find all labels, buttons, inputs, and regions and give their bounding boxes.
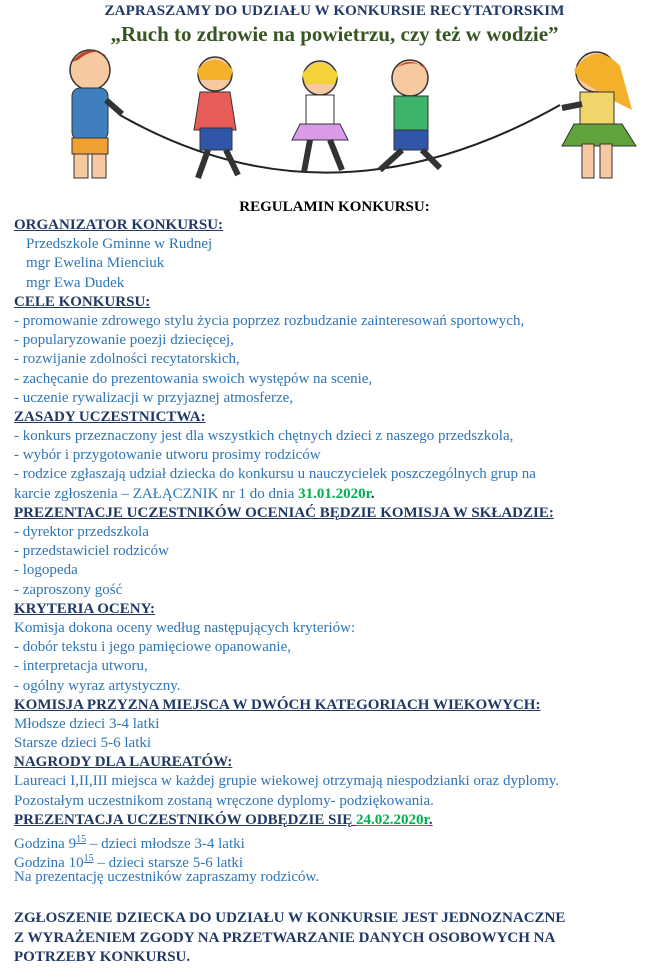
criteria-item: - interpretacja utworu, [14, 658, 148, 675]
slot-minutes: 15 [83, 853, 94, 865]
boy-holding-rope [70, 50, 122, 178]
slot-text: – dzieci młodsze 3-4 latki [86, 836, 245, 852]
rule-item-deadline [14, 485, 662, 504]
slot-minutes: 15 [76, 834, 87, 845]
jury-member: - zaproszony gość [14, 581, 123, 598]
goal-item: - zachęcanie do prezentowania swoich występów na scenie, [14, 370, 373, 387]
regulations-body [14, 216, 662, 888]
organizer-heading: ORGANIZATOR KONKURSU: [14, 217, 224, 233]
slot-hour: 10 [68, 855, 84, 872]
organizer-line: mgr Ewelina Mienciuk [26, 255, 165, 272]
presentation-date: 24.02.2020r [356, 811, 429, 828]
goal-item: - uczenie rywalizacji w przyjaznej atmosferze, [14, 389, 294, 406]
criteria-item: Komisja dokona oceny według następujących kryteriów: [14, 619, 356, 636]
deadline-date: 31.01.2020r [298, 485, 371, 502]
consent-line: POTRZEBY KONKURSU. [14, 949, 191, 965]
boy-green-shirt [380, 60, 440, 170]
slot-text: – dzieci starsze 5-6 latki [93, 855, 244, 872]
consent-notice [14, 909, 662, 968]
criteria-item: - dobór tekstu i jego pamięciowe opanowanie, [14, 639, 292, 656]
goal-item: - popularyzowanie poezji dziecięcej, [14, 332, 234, 349]
jury-member: - przedstawiciel rodziców [14, 543, 169, 560]
jury-member: - logopeda [14, 562, 78, 579]
deadline-period: . [370, 485, 375, 502]
regulations-heading: REGULAMIN KONKURSU: [239, 199, 430, 215]
rule-item: - konkurs przeznaczony jest dla wszystkich chętnych dzieci z naszego przedszkola, [14, 428, 514, 445]
prize-item: Pozostałym uczestnikom zostaną wręczone dyplomy- podziękowania. [14, 792, 434, 809]
rule-item: - rodzice zgłaszają udział dziecka do konkursu u nauczycielek poszczególnych grup na [14, 466, 536, 483]
criteria-item: - ogólny wyraz artystyczny. [14, 677, 181, 694]
slot-prefix: Godzina [14, 836, 69, 852]
schedule-slot-younger [14, 830, 662, 852]
children-jumping-rope-illustration [0, 40, 669, 200]
category-item: Młodsze dzieci 3-4 latki [14, 715, 160, 732]
contest-title: „Ruch to zdrowie na powietrzu, czy też w wodzie” [110, 22, 559, 46]
categories-heading: KOMISJA PRZYZNA MIEJSCA W DWÓCH KATEGORIACH WIEKOWYCH: [14, 696, 541, 713]
prizes-heading: NAGRODY DLA LAUREATÓW: [14, 754, 233, 771]
slot-hour: 9 [68, 836, 77, 852]
girl-pink-skirt [292, 61, 348, 172]
parents-invitation: Na prezentację uczestników zapraszamy rodziców. [14, 869, 320, 886]
deadline-text: karcie zgłoszenia – ZAŁĄCZNIK nr 1 do dnia [14, 485, 299, 502]
jury-member: - dyrektor przedszkola [14, 524, 149, 540]
jury-heading: PREZENTACJE UCZESTNIKÓW OCENIAĆ BĘDZIE KOMISJA W SKŁADZIE: [14, 504, 554, 521]
rule-item: - wybór i przygotowanie utworu prosimy rodziców [14, 447, 321, 464]
girl-holding-rope [562, 52, 636, 178]
slot-prefix: Godzina [14, 855, 69, 872]
rules-heading: ZASADY UCZESTNICTWA: [14, 408, 206, 425]
criteria-heading: KRYTERIA OCENY: [14, 600, 156, 617]
prize-item: Laureaci I,II,III miejsca w każdej grupie wiekowej otrzymają niespodzianki oraz dyplomy. [14, 773, 560, 790]
consent-line: Z WYRAŻENIEM ZGODY NA PRZETWARZANIE DANYCH OSOBOWYCH NA [14, 929, 556, 946]
goal-item: - promowanie zdrowego stylu życia poprzez rozbudzanie zainteresowań sportowych, [14, 312, 525, 329]
presentation-heading: PREZENTACJA UCZESTNIKÓW ODBĘDZIE SIĘ [14, 811, 357, 828]
category-item: Starsze dzieci 5-6 latki [14, 735, 152, 752]
organizer-line: mgr Ewa Dudek [26, 274, 125, 291]
girl-jumping [194, 57, 238, 178]
presentation-period: . [428, 811, 433, 828]
organizer-line: Przedszkole Gminne w Rudnej [26, 236, 213, 253]
invitation-title: ZAPRASZAMY DO UDZIAŁU W KONKURSIE RECYTATORSKIM [104, 3, 565, 19]
schedule-slot-older [14, 849, 662, 872]
goals-heading: CELE KONKURSU: [14, 293, 151, 310]
consent-line: ZGŁOSZENIE DZIECKA DO UDZIAŁU W KONKURSIE JEST JEDNOZNACZNE [14, 910, 566, 926]
goal-item: - rozwijanie zdolności recytatorskich, [14, 351, 240, 368]
